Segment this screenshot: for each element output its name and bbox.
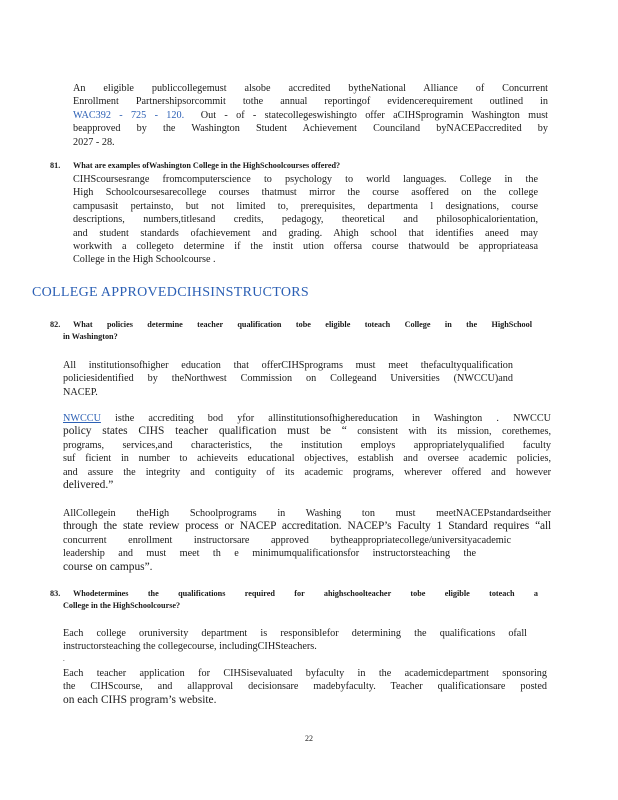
text-line: concurrent enrollment instructorsare approved bytheappropriatecollege/universityacademic [63, 534, 511, 546]
intro-paragraph [73, 82, 548, 149]
text-line: 2027 - 28. [73, 136, 115, 148]
answer-82-p2 [63, 412, 551, 492]
text-line: AllCollegein theHigh Schoolprograms in Washing ton must meetNACEPstandardseither [63, 508, 551, 519]
text-line: College in the High Schoolcourse . [73, 254, 216, 266]
text-line: campusasit pertainsto, but not limited to, prerequisites, departmenta l designations, course [73, 200, 538, 212]
text-line [63, 425, 551, 438]
text-line: descriptions, numbers,titlesand credits, pedagogy, theoretical and philosophicalorientation, [73, 214, 538, 226]
text-line: suf ficient in number to achieveits educational objectives, establish and oversee academic policies, [63, 453, 551, 465]
text-line: CIHScoursesrange fromcomputerscience to psychology to world languages. College in the [73, 174, 538, 185]
text-line: Each teacher application for CIHSisevaluated byfaculty in the academicdepartment sponsoring [63, 668, 547, 679]
text-line: An eligible publiccollegemust alsobe accredited bytheNational Alliance of Concurrent [73, 83, 548, 94]
text-line: High Schoolcoursesarecollege courses thatmust mirror the course asoffered on the college [73, 187, 538, 199]
text-line: and student standards ofachievement and grading. Ahigh school that identifies aneed may [73, 227, 538, 239]
answer-83-p2 [63, 667, 547, 707]
question-text: What are examples ofWashington College in the HighSchoolcourses offered? [73, 161, 341, 170]
question-text: What policies determine teacher qualification tobe eligible toteach College in the HighSchool [73, 320, 532, 329]
question-83 [50, 588, 538, 612]
question-text: College in the HighSchoolcourse? [63, 601, 181, 610]
question-number: 82. [50, 320, 61, 329]
question-text: in Washington? [63, 332, 118, 341]
text-line: workwith a collegeto determine if the instit ution offersa course thatwould be appropriateasa [73, 241, 538, 253]
text-line [73, 109, 548, 122]
page-number: 22 [305, 734, 313, 743]
answer-82-p1 [63, 359, 513, 399]
text-line: and assure the integrity and contiguity of its academic programs, wherever offered and however [63, 466, 551, 478]
text-span: consistent with its mission, corethemes, [357, 426, 551, 438]
text-line: course on campus”. [63, 560, 153, 573]
text-line: delivered.” [63, 479, 114, 492]
section-heading: COLLEGE APPROVEDCIHSINSTRUCTORS [32, 285, 310, 300]
question-text: Whodetermines the qualifications required for ahighschoolteacher tobe eligible toteach a [73, 589, 538, 598]
nwccu-link[interactable]: NWCCU [63, 413, 101, 424]
text-line: . [63, 654, 65, 663]
text-line: through the state review process or NACEP accreditation. NACEP’s Faculty 1 Standard requires “all [63, 520, 551, 533]
answer-83-p1 [63, 627, 527, 664]
text-span: Out - of - statecollegeswishingto offer aCIHSprogramin Washington must [200, 109, 548, 121]
wac-link[interactable]: WAC392 - 725 - 120. [73, 109, 185, 121]
answer-81 [73, 173, 538, 267]
question-number: 83. [50, 589, 61, 598]
text-line: leadership and must meet th e minimumqualificationsfor instructorsteaching the [63, 548, 476, 560]
text-line: instructorsteaching the collegecourse, includingCIHSteachers. [63, 641, 317, 653]
question-82 [50, 319, 532, 343]
question-81 [50, 160, 490, 172]
text-line: Each college oruniversity department is responsiblefor determining the qualifications ofall [63, 628, 527, 639]
text-line: programs, services,and characteristics, the institution employs appropriatelyqualified faculty [63, 439, 551, 451]
text-line: Enrollment Partnershipsorcommit tothe annual reportingof evidencerequirement outlined in [73, 96, 548, 108]
text-line: NACEP. [63, 386, 98, 398]
answer-82-p3 [63, 507, 551, 574]
text-line: policiesidentified by theNorthwest Commission on Collegeand Universities (NWCCU)and [63, 373, 513, 385]
text-span: policy states CIHS teacher qualification must be “ [63, 425, 347, 438]
text-line: All institutionsofhigher education that offerCIHSprograms must meet thefacultyqualification [63, 360, 513, 371]
text-line: the CIHScourse, and allapproval decisionsare madebyfaculty. Teacher qualificationsare posted [63, 681, 547, 693]
question-number: 81. [50, 161, 61, 170]
text-line: beapproved by the Washington Student Achievement Counciland byNACEPaccredited by [73, 123, 548, 135]
text-line: on each CIHS program’s website. [63, 693, 217, 706]
text-line [63, 412, 551, 425]
text-span: isthe accrediting bod yfor allinstitutionsofhighereducation in Washington . NWCCU [115, 413, 551, 424]
